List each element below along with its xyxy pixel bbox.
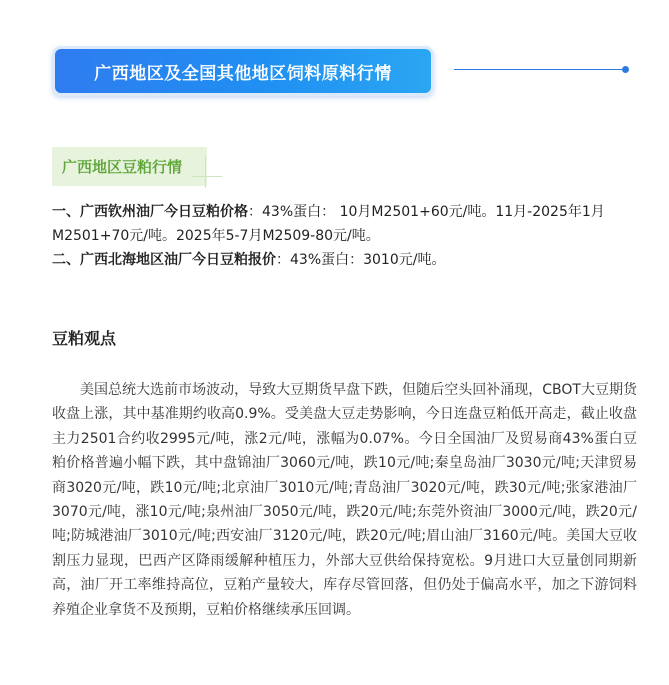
section-tag: [52, 147, 207, 186]
viewpoint-body: 美国总统大选前市场波动，导致大豆期货早盘下跌，但随后空头回补涌现，CBOT大豆期货收盘上涨，其中基准期约收高0.9%。受美盘大豆走势影响，今日连盘豆粕低开高走，截止收盘主力2501合约收2995元/吨，涨2元/吨，涨幅为0.07%。今日全国油厂及贸易商43%蛋白豆粕价格普遍小幅下跌，其中盘锦油厂3060元/吨，跌10元/吨;秦皇岛油厂3030元/吨;天津贸易商3020元/吨，跌10元/吨;北京油厂3010元/吨;青岛油厂3020元/吨，跌30元/吨;张家港油厂3070元/吨，涨10元/吨;泉州油厂3050元/吨，跌20元/吨;东莞外资油厂3000元/吨，跌20元/吨;防城港油厂3010元/吨;西安油厂3120元/吨，跌20元/吨;眉山油厂3160元/吨。美国大豆收割压力显现，巴西产区降雨缓解种植压力，外部大豆供给保持宽松。9月进口大豆量创同期新高，油厂开工率维持高位，豆粕产量较大，库存尽管回落，但仍处于偏高水平，加之下游饲料养殖企业拿货不及预期，豆粕价格继续承压回调。: [52, 382, 637, 618]
banner-divider-dot: [622, 66, 629, 73]
tag-decoration-horizontal: [192, 176, 222, 177]
section-tag-label: 广西地区豆粕行情: [62, 158, 183, 176]
report-line-1: [52, 200, 637, 248]
report-line-1-text: ：43%蛋白： 10月M2501+60元/吨。11月-2025年1月M2501+70元/吨。2025年5-7月M2509-80元/吨。: [52, 204, 605, 244]
banner-divider-line: [454, 69, 622, 70]
report-line-2-label: 二、广西北海地区油厂今日豆粕报价: [52, 252, 276, 268]
report-line-1-label: 一、广西钦州油厂今日豆粕价格: [52, 204, 248, 220]
tag-decoration-vertical: [205, 155, 206, 188]
report-line-2-text: ：43%蛋白：3010元/吨。: [276, 252, 446, 268]
section-banner: [52, 46, 434, 96]
report-line-2: [52, 248, 637, 272]
viewpoint-heading: 豆粕观点: [52, 329, 117, 348]
price-report: [52, 200, 637, 272]
banner-title: 广西地区及全国其他地区饲料原料行情: [94, 63, 392, 84]
